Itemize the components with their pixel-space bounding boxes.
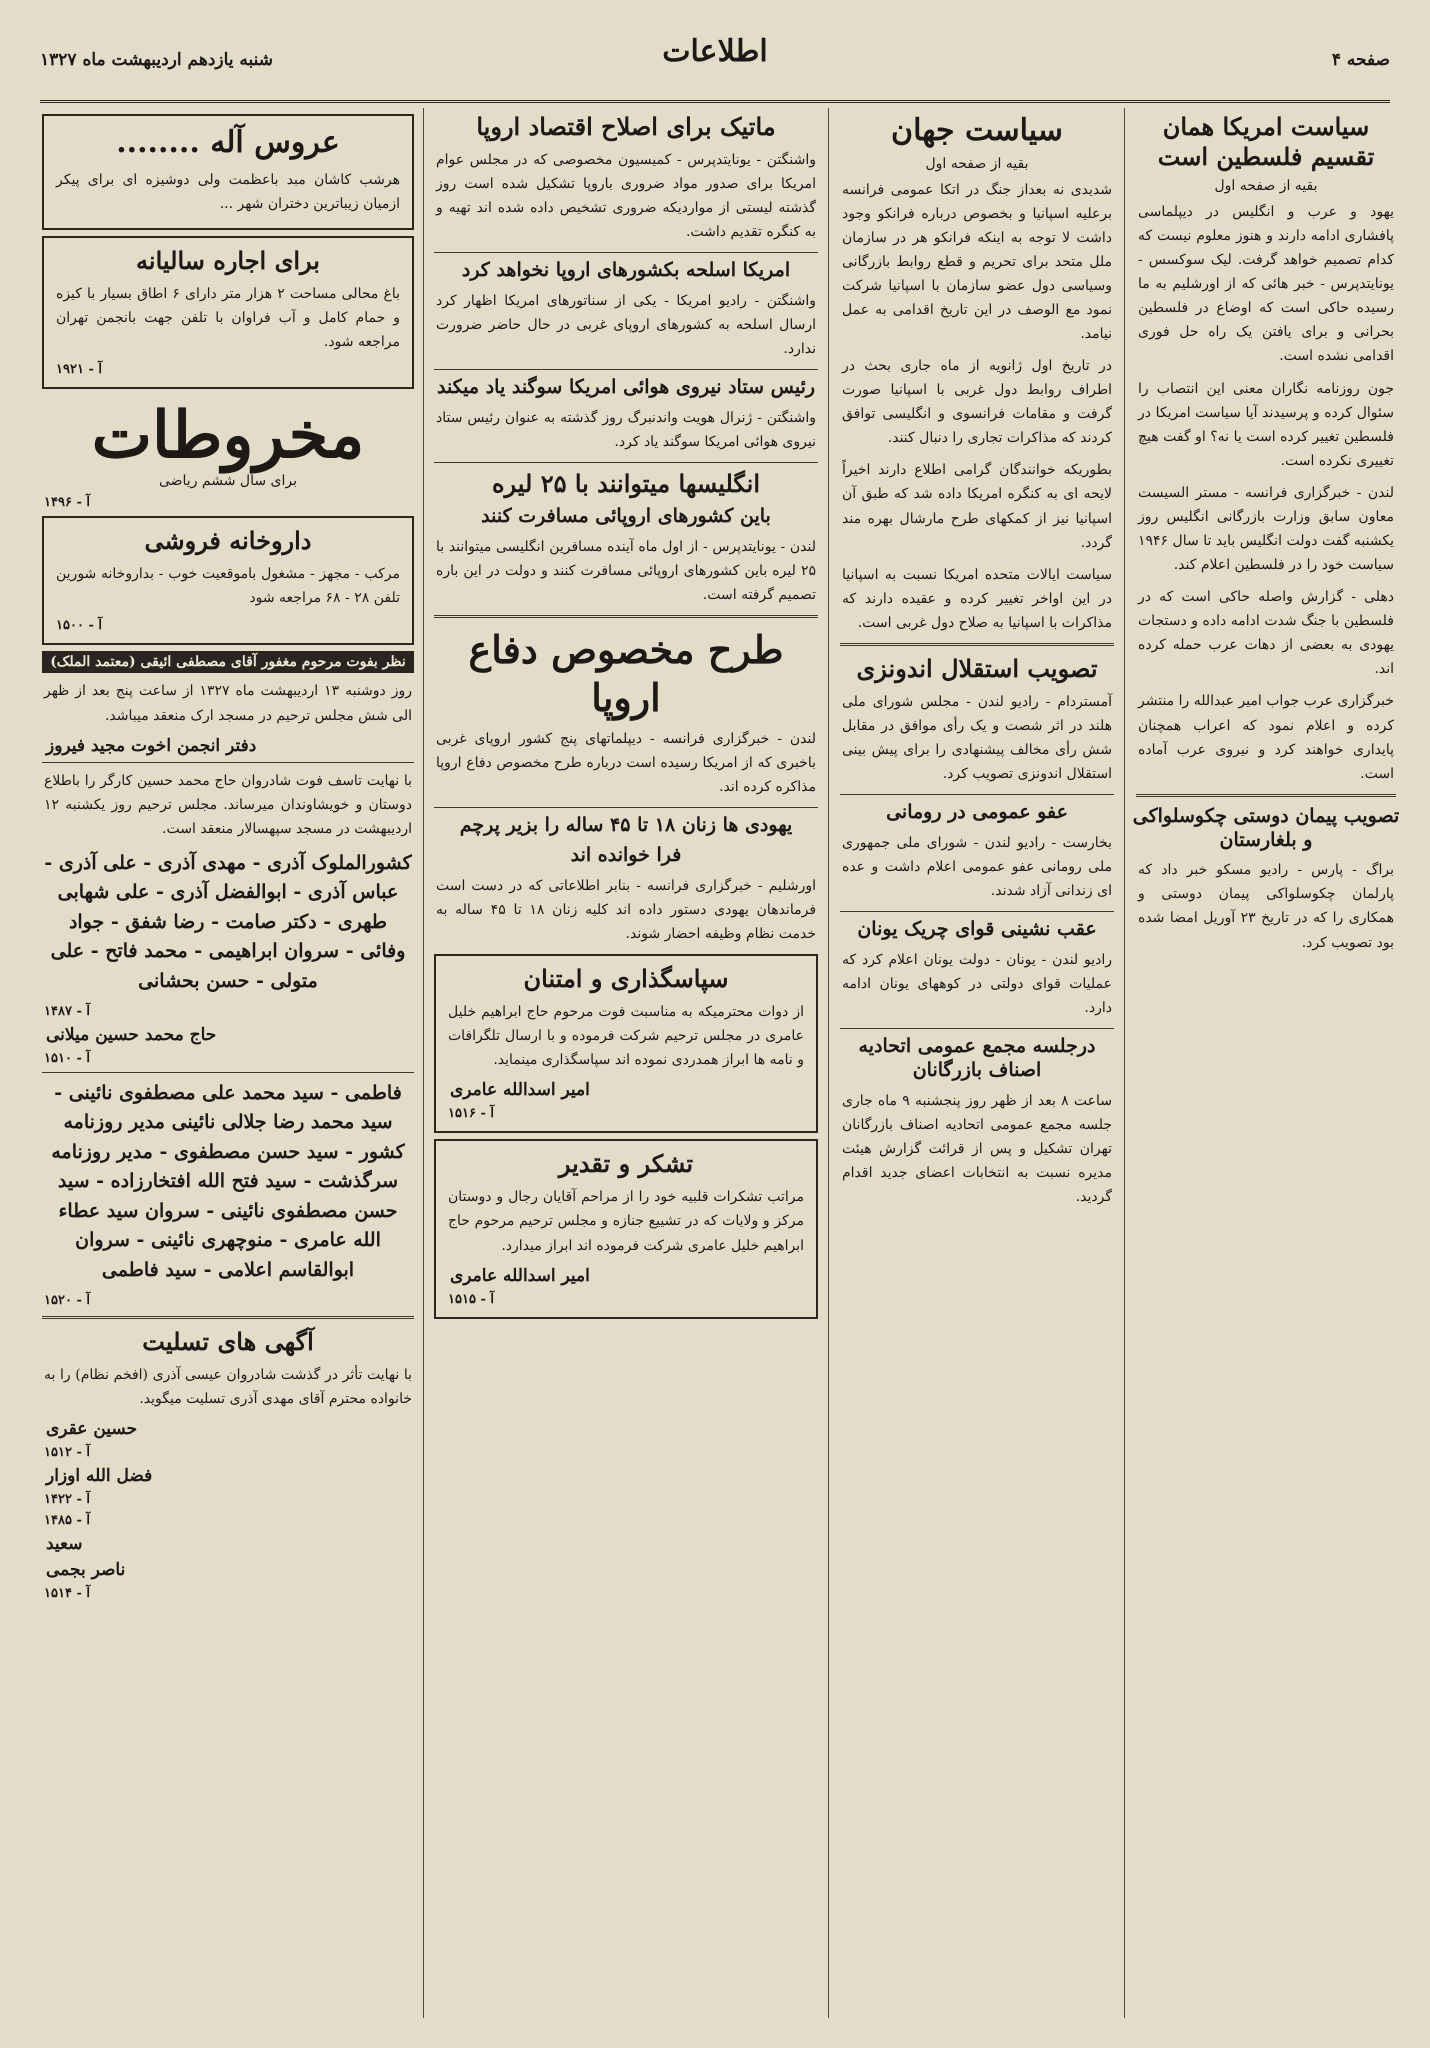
- ad-mourning-banner: نظر بفوت مرحوم مغفور آقای مصطفی ائیقی (معتمد الملک): [42, 651, 414, 673]
- ad-text: روز دوشنبه ۱۳ اردیبهشت ماه ۱۳۲۷ از ساعت پنج بعد از ظهر الی شش مجلس ترحیم در مسجد ارک منعقد میباشد.: [44, 683, 412, 724]
- masthead: [40, 28, 1390, 103]
- continued-note: بقیه از صفحه اول: [1214, 178, 1318, 194]
- divider: [1136, 794, 1396, 797]
- article-paragraph: یهود و عرب و انگلیس در دیپلماسی پافشاری ادامه دارند و هنوز معلوم نیست که کدام تصمیم خواهد گرفت. لیک سوکسس - یونایتدپرس - خبر هائی که از اورشلیم به ما رسیده حاکی است که اوضاع در فلسطین بحرانی و برای یافتن یک راه حل فوری اقدامی نشده است.: [1138, 204, 1394, 365]
- ad-title: عروس آله ........: [116, 125, 340, 160]
- divider: [42, 1072, 414, 1073]
- divider: [434, 615, 818, 618]
- ad-text: مرکب - مجهز - مشغول باموقعیت خوب - بداروخانه شورین تلفن ۲۸ - ۶۸ مراجعه شود: [56, 566, 400, 607]
- ad-code: آ - ۱۵۱۵: [448, 1291, 494, 1307]
- ad-text: مراتب تشکرات قلبیه خود را از مراحم آقایان رجال و دوستان مرکز و ولایات که در تشییع جنازه و مجلس ترحیم مرحوم حاج ابراهیم خلیل عامری شرکت فرموده اند ابراز میدارد.: [448, 1189, 804, 1254]
- column-europe: [430, 108, 822, 2018]
- column-world-politics: [836, 108, 1118, 2018]
- headline-jewish-women-sub: فرا خوانده اند: [570, 844, 682, 867]
- condolence-title: آگهی های تسلیت: [142, 1327, 314, 1357]
- headline-us-arms: امریکا اسلحه بکشورهای اروپا نخواهد کرد: [461, 259, 791, 282]
- mourners-names: فاطمی - سید محمد علی مصطفوی نائینی - سید محمد رضا جلالی نائینی مدیر روزنامه کشور - سید حسن مصطفوی - مدیر روزنامه سرگذشت - سید فتح الله افتخارزاده - سید حسن مصطفوی نائینی - سروان سید عطاء الله عامری - منوچهری نائینی - سروان ابوالقاسم اعلامی - سید فاطمی: [51, 1082, 405, 1281]
- headline-palestine: سیاست امریکا همان تقسیم فلسطین است: [1157, 112, 1375, 171]
- ad-text: با نهایت تأثر در گذشت شادروان عیسی آذری (افخم نظام) را به خانواده محترم آقای مهدی آذری تسلیت میگوید.: [44, 1367, 412, 1408]
- article-paragraph: اورشلیم - خبرگزاری فرانسه - بنابر اطلاعاتی که در دست است فرماندهان یهودی دستور داده اند کلیه زنان ۱۸ تا ۴۵ ساله به خدمت نظام وظیفه احضار شوند.: [436, 877, 817, 943]
- divider: [42, 1316, 414, 1319]
- article-paragraph: دهلی - گزارش واصله حاکی است که در فلسطین با جنگ شدت ادامه داده و دستجات یهودی به بعضی از دهات عرب حمله کرده اند.: [1138, 589, 1394, 678]
- ad-title: داروخانه فروشی: [144, 526, 312, 556]
- headline-greece: عقب نشینی قوای چریک یونان: [857, 918, 1097, 941]
- article-paragraph: آمستردام - رادیو لندن - مجلس شورای ملی هلند در اثر شصت و یک رأی موافق در مقابل شش رأی مخالف پیشنهادی را برای پیش بینی استقلال اندونزی تصویب کرد.: [842, 693, 1112, 783]
- ad-code: آ - ۱۵۱۴: [44, 1586, 90, 1602]
- article-paragraph: لندن - خبرگزاری فرانسه - دیپلماتهای پنج کشور اروپای غربی باخبری که از امریکا رسیده است درباره طرح مخصوص دفاع اروپا مذاکره کرده اند.: [436, 731, 816, 796]
- headline-jewish-women: یهودی ها زنان ۱۸ تا ۴۵ ساله را بزیر پرچم: [459, 814, 793, 837]
- headline-europe-defense: طرح مخصوص دفاع اروپا: [468, 627, 784, 720]
- ad-title: تشکر و تقدیر: [558, 1149, 694, 1179]
- article-paragraph: واشنگتن - ژنرال هویت واندنبرگ روز گذشته به عنوان رئیس ستاد نیروی هوائی امریکا سوگند یاد کرد.: [436, 410, 816, 451]
- headline-air-force-chief: رئیس ستاد نیروی هوائی امریکا سوگند یاد میکند: [436, 376, 816, 399]
- headline-british-travel: انگلیسها میتوانند با ۲۵ لیره: [491, 469, 761, 499]
- headline-czech-bulgaria: تصویب پیمان دوستی چکوسلواکی و بلغارستان: [1132, 804, 1400, 851]
- ad-text: از دوات محترمیکه به مناسبت فوت مرحوم حاج ابراهیم خلیل عامری در مجلس ترحیم شرکت فرموده و با ارسال تلگرافات و نامه ها ابراز همدردی نموده اند سپاسگذاری مینماید.: [448, 1004, 804, 1069]
- ad-signature: حسین عقری: [46, 1419, 138, 1440]
- divider: [840, 911, 1114, 912]
- divider: [840, 643, 1114, 646]
- column-rule: [1124, 108, 1125, 2018]
- ad-code: آ - ۱۵۰۰: [56, 618, 102, 634]
- ad-code: آ - ۱۴۹۶: [44, 495, 90, 511]
- headline-merchants-union: درجلسه مجمع عمومی اتحادیه اصناف بازرگانان: [858, 1035, 1096, 1081]
- ad-thanks-2: [434, 1139, 818, 1318]
- divider: [840, 794, 1114, 795]
- issue-date: شنبه یازدهم اردیبهشت ماه ۱۳۲۷: [40, 50, 274, 70]
- ad-signature: ناصر بجمی: [46, 1560, 126, 1581]
- ad-title: برای اجاره سالیانه: [136, 245, 320, 275]
- divider: [434, 462, 818, 463]
- column-rule: [828, 108, 829, 2018]
- ad-code: آ - ۱۹۲۱: [56, 361, 102, 377]
- divider: [434, 807, 818, 808]
- page-number: صفحه ۴: [1331, 50, 1390, 70]
- article-paragraph: در تاریخ اول ژانویه از ماه جاری بحث در اطراف روابط دول غربی با اسپانیا صورت گرفت و مقامات فرانسوی و انگلیسی توافق کردند که مذاکرات تجاری را دنبال کنند.: [842, 358, 1112, 447]
- article-paragraph: لندن - خبرگزاری فرانسه - مستر السیست معاون سابق وزارت بازرگانی انگلیس روز یکشنبه گفت دولت انگلیس باید تا سال ۱۹۴۶ سیاست خود را در فلسطین اعلام کند.: [1138, 484, 1394, 574]
- ad-thanks-1: [434, 954, 818, 1133]
- ad-pharmacy: [42, 516, 414, 645]
- article-paragraph: ساعت ۸ بعد از ظهر روز پنجشنبه ۹ ماه جاری جلسه مجمع عمومی اتحادیه اصناف بازرگانان تهران تشکیل و پس از قرائت گزارش هیئت مدیره نسبت به انتخابات اعضای جدید اقدام گردید.: [842, 1092, 1113, 1205]
- ad-text: با نهایت تاسف فوت شادروان حاج محمد حسین کارگر را باطلاع دوستان و خویشاوندان میرساند. مجلس ترحیم روز یکشنبه ۱۲ اردیبهشت در مسجد سپهسالار منعقد است.: [44, 772, 412, 837]
- mourners-names: کشورالملوک آذری - مهدی آذری - علی آذری - عباس آذری - ابوالفضل آذری - علی شهابی طهری - دکتر صامت - رضا شفق - جواد وفائی - سروان ابراهیمی - محمد فاتح - علی متولی - حسن بحشانی: [44, 851, 412, 992]
- column-rule: [423, 108, 424, 2018]
- ad-signature: فضل الله اوزار: [46, 1466, 153, 1487]
- headline-indonesia: تصویب استقلال اندونزی: [856, 653, 1098, 683]
- divider: [840, 1028, 1114, 1029]
- divider: [42, 762, 414, 763]
- ad-signature: دفتر انجمن اخوت مجید فیروز: [46, 735, 257, 756]
- ad-signature: امیر اسدالله عامری: [450, 1265, 590, 1286]
- article-paragraph: واشنگتن - یونایتدپرس - کمیسیون مخصوصی که در مجلس عوام امریکا برای صدور مواد ضروری باروپا تشکیل شده است روز گذشته لیستی از مواردیکه ضروری تشخیص داده شده اند تهیه و به کنگره تقدیم داشت.: [436, 152, 816, 241]
- article-paragraph: سیاست ایالات متحده امریکا نسبت به اسپانیا در این اواخر تغییر کرده و عقیده دارند که مذاکرات با اسپانیا به صلاح دول غربی است.: [842, 566, 1112, 631]
- ad-code: آ - ۱۵۱۶: [448, 1106, 494, 1122]
- column-politics-palestine: [1132, 108, 1400, 2018]
- ad-code: آ - ۱۵۲۰: [44, 1293, 90, 1309]
- article-paragraph: بخارست - رادیو لندن - شورای ملی جمهوری ملی رومانی عفو عمومی اعلام داشت و عده ای زندانی آزاد شدند.: [842, 834, 1112, 900]
- article-paragraph: بطوریکه خوانندگان گرامی اطلاع دارند اخیراً لایحه ای به کنگره امریکا داده شد که طبق آن اسپانیا نیز از کمکهای طرح مارشال بهره مند گردد.: [842, 462, 1112, 551]
- headline-europe-economy: ماتیک برای اصلاح اقتصاد اروپا: [476, 112, 776, 141]
- ad-code: آ - ۱۴۸۵: [44, 1513, 90, 1529]
- ad-code: آ - ۱۴۲۲: [44, 1492, 90, 1508]
- ad-code: آ - ۱۵۱۰: [44, 1051, 90, 1067]
- article-paragraph: براگ - پارس - رادیو مسکو خبر داد که پارلمان چکوسلواکی پیمان دوستی و همکاری را که در تاریخ ۲۳ آوریل امضا شده بود تصویب کرد.: [1138, 862, 1394, 951]
- ad-rent: [42, 236, 414, 389]
- ad-code: آ - ۱۵۱۲: [44, 1445, 90, 1461]
- ad-text: باغ محالی مساحت ۲ هزار متر دارای ۶ اطاق بسیار با کیزه و حمام کامل و آب فراوان با تلفن جهت بانجمن تهران مراجعه شود.: [56, 285, 400, 350]
- divider: [434, 252, 818, 253]
- article-paragraph: شدیدی نه بعداز جنگ در اتکا عمومی فرانسه برعلیه اسپانیا و بخصوص درباره فرانکو وجود داشت لا توجه به اینکه فرانکو هر در سازمان ملل متحد برای تحریم و قطع روابط بازرگانی وسیاسی دول عضو سازمان با اسپانیا شرکت نمود مع الوصف در این تاریخ اقدامی به عمل نیامد.: [842, 181, 1112, 342]
- headline-romania: عفو عمومی در رومانی: [886, 801, 1068, 824]
- headline-world-politics: سیاست جهان: [891, 113, 1063, 148]
- article-paragraph: خبرگزاری عرب جواب امیر عبدالله را منتشر کرده و اعلام نمود که اعراب همچنان پایداری خواهند کرد و نیروی عرب آماده است.: [1138, 693, 1394, 782]
- continued-note: بقیه از صفحه اول: [925, 155, 1029, 172]
- headline-british-travel-sub: باین کشورهای اروپائی مسافرت کنند: [481, 505, 771, 528]
- ad-mahrootat-title: مخروطات: [91, 397, 365, 473]
- ad-word: سعید: [46, 1534, 83, 1555]
- ad-code: آ - ۱۴۸۷: [44, 1004, 90, 1020]
- ad-mahrootat-sub: برای سال ششم ریاضی: [158, 473, 297, 490]
- column-advertisements: [38, 108, 418, 2018]
- divider: [434, 369, 818, 370]
- ad-title: سپاسگذاری و امتنان: [523, 964, 729, 994]
- article-paragraph: لندن - یونایتدپرس - از اول ماه آینده مسافرین انگلیسی میتوانند با ۲۵ لیره باین کشورهای اروپائی مسافرت کنند و دولت در این باره تصمیم گرفته است.: [436, 538, 816, 604]
- newspaper-title: اطلاعات: [662, 34, 768, 69]
- article-paragraph: واشنگتن - رادیو امریکا - یکی از سناتورهای امریکا اظهار کرد ارسال اسلحه به کشورهای اروپای غربی در حال حاضر ضرورت ندارد.: [436, 293, 816, 358]
- ad-signature: حاج محمد حسین میلانی: [46, 1025, 217, 1046]
- article-paragraph: جون روزنامه نگاران معنی این انتصاب را سئوال کرده و پرسیدند آیا سیاست امریکا در فلسطین تغییر کرده است یا نه؟ او گفت هیچ تغییری نکرده است.: [1138, 380, 1394, 469]
- ad-text: هرشب کاشان مبد باعظمت ولی دوشیزه ای برای پیکر ازمیان زیباترین دختران شهر ...: [56, 171, 400, 212]
- ad-bride: [42, 114, 414, 230]
- article-paragraph: رادیو لندن - یونان - دولت یونان اعلام کرد که عملیات قوای دولتی در کوههای یونان ادامه دارد.: [842, 951, 1112, 1017]
- ad-signature: امیر اسدالله عامری: [450, 1080, 590, 1101]
